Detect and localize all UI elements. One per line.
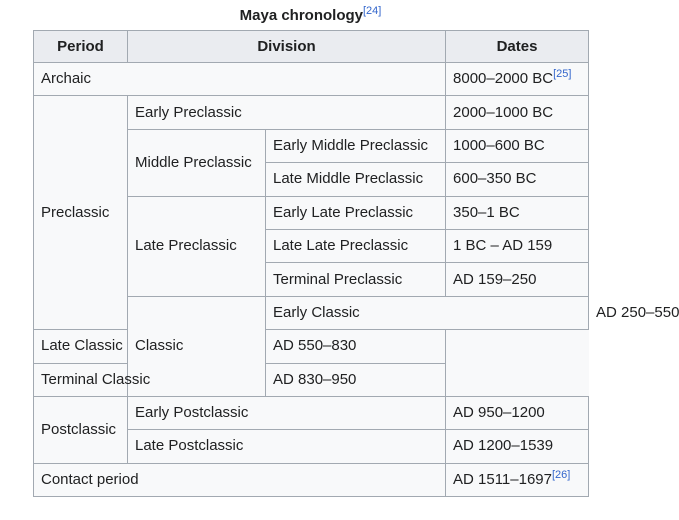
subdivision-early-late-preclassic: Early Late Preclassic [266, 196, 446, 229]
period-contact: Contact period [34, 463, 446, 496]
table-row: Classic Early Classic AD 250–550 [34, 296, 589, 329]
division-terminal-classic: Terminal Classic [34, 363, 266, 396]
division-early-preclassic: Early Preclassic [128, 96, 446, 129]
dates-early-postclassic: AD 950–1200 [446, 396, 589, 429]
header-dates: Dates [446, 31, 589, 63]
division-late-preclassic: Late Preclassic [128, 196, 266, 296]
period-archaic: Archaic [34, 63, 446, 96]
period-preclassic: Preclassic [34, 96, 128, 330]
header-division: Division [128, 31, 446, 63]
division-middle-preclassic: Middle Preclassic [128, 129, 266, 196]
division-early-postclassic: Early Postclassic [128, 396, 446, 429]
caption-text: Maya chronology [239, 7, 363, 24]
table-row [34, 63, 589, 96]
division-late-classic: Late Classic [34, 330, 266, 363]
dates-early-late-preclassic: 350–1 BC [446, 196, 589, 229]
dates-cell [446, 463, 589, 496]
division-late-postclassic: Late Postclassic [128, 430, 446, 463]
reference-link-25[interactable]: [25] [553, 68, 572, 81]
table-row [34, 463, 589, 496]
dates-late-classic: AD 550–830 [266, 330, 446, 363]
table-caption [33, 5, 588, 27]
dates-late-late-preclassic: 1 BC – AD 159 [446, 229, 589, 262]
table-row [34, 330, 589, 363]
dates-terminal-classic: AD 830–950 [266, 363, 446, 396]
caption-reference-link[interactable]: [24] [363, 5, 382, 17]
subdivision-late-middle-preclassic: Late Middle Preclassic [266, 163, 446, 196]
header-period: Period [34, 31, 128, 63]
dates-archaic: 8000–2000 BC [453, 70, 554, 88]
period-classic: Classic [128, 296, 266, 396]
period-postclassic: Postclassic [34, 396, 128, 463]
dates-early-preclassic: 2000–1000 BC [446, 96, 589, 129]
subdivision-terminal-preclassic: Terminal Preclassic [266, 263, 446, 296]
table-row [34, 363, 589, 396]
table-row [34, 96, 589, 129]
maya-chronology-table [33, 30, 679, 497]
division-early-classic: Early Classic [266, 296, 589, 329]
subdivision-late-late-preclassic: Late Late Preclassic [266, 229, 446, 262]
dates-early-middle-preclassic: 1000–600 BC [446, 129, 589, 162]
dates-cell [446, 63, 589, 96]
dates-terminal-preclassic: AD 159–250 [446, 263, 589, 296]
reference-link-26[interactable]: [26] [552, 468, 571, 481]
dates-contact: AD 1511–1697 [453, 470, 552, 488]
dates-late-middle-preclassic: 600–350 BC [446, 163, 589, 196]
subdivision-early-middle-preclassic: Early Middle Preclassic [266, 129, 446, 162]
dates-late-postclassic: AD 1200–1539 [446, 430, 589, 463]
table-row [34, 396, 589, 429]
